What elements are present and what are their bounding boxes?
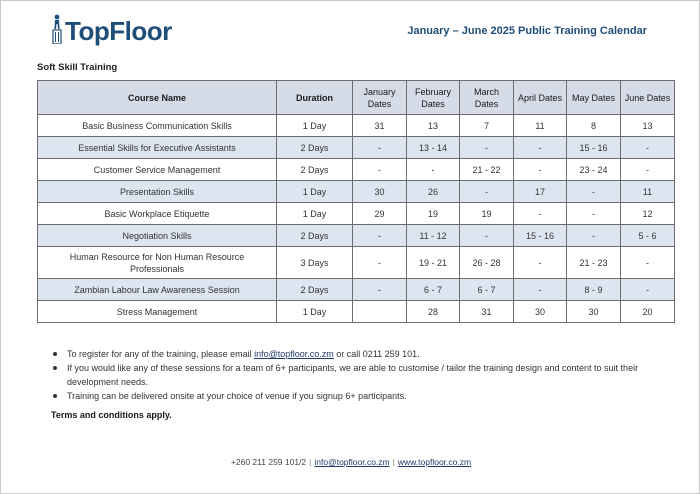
date-cell: 8 — [567, 115, 621, 137]
table-row — [38, 203, 675, 225]
bullet-icon — [53, 352, 57, 356]
table-row — [38, 247, 675, 279]
date-cell: - — [460, 181, 514, 203]
date-cell: - — [460, 137, 514, 159]
date-cell: - — [621, 137, 675, 159]
date-cell: 29 — [353, 203, 407, 225]
date-cell: 15 - 16 — [514, 225, 567, 247]
date-cell: - — [514, 159, 567, 181]
date-cell: - — [353, 159, 407, 181]
footer-separator: | — [309, 457, 312, 467]
date-cell: 13 — [621, 115, 675, 137]
footer-email-link[interactable]: info@topfloor.co.zm — [314, 457, 390, 467]
footer-separator: | — [392, 457, 395, 467]
date-cell: - — [514, 203, 567, 225]
bullet-icon — [53, 394, 57, 398]
table-row — [38, 137, 675, 159]
date-cell: - — [621, 247, 675, 279]
date-cell: 13 — [407, 115, 460, 137]
date-cell: - — [567, 225, 621, 247]
date-cell: 26 — [407, 181, 460, 203]
course-name-cell: Zambian Labour Law Awareness Session — [38, 279, 277, 301]
column-header: May Dates — [567, 81, 621, 115]
date-cell: - — [353, 279, 407, 301]
customise-text: If you would like any of these sessions for a team of 6+ participants, we are able to customise / tailor the training design and content to suit their development needs. — [67, 363, 639, 387]
column-header: January Dates — [353, 81, 407, 115]
duration-cell: 3 Days — [277, 247, 353, 279]
column-header: March Dates — [460, 81, 514, 115]
table-row — [38, 279, 675, 301]
table-row — [38, 181, 675, 203]
footer-phone: +260 211 259 101/2 — [230, 457, 307, 467]
date-cell: - — [514, 137, 567, 159]
date-cell: - — [353, 225, 407, 247]
logo-wordmark: TopFloor — [65, 16, 172, 46]
table-row — [38, 301, 675, 323]
list-item — [51, 361, 661, 389]
date-cell: 26 - 28 — [460, 247, 514, 279]
date-cell: 6 - 7 — [407, 279, 460, 301]
onsite-text: Training can be delivered onsite at your choice of venue if you signup 6+ participants. — [67, 391, 407, 401]
terms-text: Terms and conditions apply. — [51, 410, 172, 420]
footer-website-link[interactable]: www.topfloor.co.zm — [397, 457, 472, 467]
date-cell: 5 - 6 — [621, 225, 675, 247]
course-name-cell: Stress Management — [38, 301, 277, 323]
date-cell: 31 — [353, 115, 407, 137]
date-cell: 21 - 23 — [567, 247, 621, 279]
person-pillar-icon — [50, 14, 64, 44]
date-cell: - — [567, 181, 621, 203]
table-header-row — [38, 81, 675, 115]
duration-cell: 1 Day — [277, 301, 353, 323]
date-cell: 7 — [460, 115, 514, 137]
date-cell: 20 — [621, 301, 675, 323]
date-cell: - — [353, 247, 407, 279]
duration-cell: 2 Days — [277, 279, 353, 301]
column-header: Duration — [277, 81, 353, 115]
topfloor-logo — [50, 14, 172, 44]
date-cell: 23 - 24 — [567, 159, 621, 181]
course-name-cell: Human Resource for Non Human Resource Professionals — [38, 247, 277, 279]
date-cell: 13 - 14 — [407, 137, 460, 159]
duration-cell: 1 Day — [277, 181, 353, 203]
date-cell: 11 — [621, 181, 675, 203]
table-row — [38, 159, 675, 181]
date-cell: 11 — [514, 115, 567, 137]
date-cell: - — [514, 279, 567, 301]
date-cell: - — [514, 247, 567, 279]
course-name-cell: Basic Workplace Etiquette — [38, 203, 277, 225]
section-title: Soft Skill Training — [37, 62, 118, 73]
date-cell: 15 - 16 — [567, 137, 621, 159]
date-cell: 30 — [567, 301, 621, 323]
date-cell: 28 — [407, 301, 460, 323]
bullet-icon — [53, 366, 57, 370]
date-cell: - — [621, 159, 675, 181]
table-row — [38, 225, 675, 247]
table-row — [38, 115, 675, 137]
date-cell: 31 — [460, 301, 514, 323]
duration-cell: 2 Days — [277, 137, 353, 159]
date-cell: - — [621, 279, 675, 301]
date-cell: 8 - 9 — [567, 279, 621, 301]
register-email-link[interactable]: info@topfloor.co.zm — [254, 349, 334, 359]
duration-cell: 1 Day — [277, 203, 353, 225]
date-cell: 21 - 22 — [460, 159, 514, 181]
notes-list — [51, 347, 661, 403]
duration-cell: 2 Days — [277, 159, 353, 181]
date-cell: - — [567, 203, 621, 225]
date-cell: 11 - 12 — [407, 225, 460, 247]
date-cell: 30 — [514, 301, 567, 323]
date-cell: 19 - 21 — [407, 247, 460, 279]
course-name-cell: Essential Skills for Executive Assistants — [38, 137, 277, 159]
course-name-cell: Presentation Skills — [38, 181, 277, 203]
document-title: January – June 2025 Public Training Calendar — [407, 25, 647, 37]
duration-cell: 2 Days — [277, 225, 353, 247]
date-cell: 6 - 7 — [460, 279, 514, 301]
register-text-suffix: or call 0211 259 101. — [333, 349, 420, 359]
column-header: April Dates — [514, 81, 567, 115]
duration-cell: 1 Day — [277, 115, 353, 137]
register-text: To register for any of the training, please email — [67, 349, 255, 359]
list-item — [51, 347, 661, 361]
date-cell — [353, 301, 407, 323]
date-cell: 12 — [621, 203, 675, 225]
date-cell: - — [407, 159, 460, 181]
course-name-cell: Customer Service Management — [38, 159, 277, 181]
footer — [1, 457, 700, 467]
column-header: June Dates — [621, 81, 675, 115]
course-name-cell: Negotiation Skills — [38, 225, 277, 247]
training-calendar-table — [37, 80, 675, 323]
date-cell: 30 — [353, 181, 407, 203]
date-cell: - — [353, 137, 407, 159]
column-header: February Dates — [407, 81, 460, 115]
column-header: Course Name — [38, 81, 277, 115]
list-item — [51, 389, 661, 403]
course-name-cell: Basic Business Communication Skills — [38, 115, 277, 137]
date-cell: - — [460, 225, 514, 247]
date-cell: 17 — [514, 181, 567, 203]
date-cell: 19 — [460, 203, 514, 225]
date-cell: 19 — [407, 203, 460, 225]
